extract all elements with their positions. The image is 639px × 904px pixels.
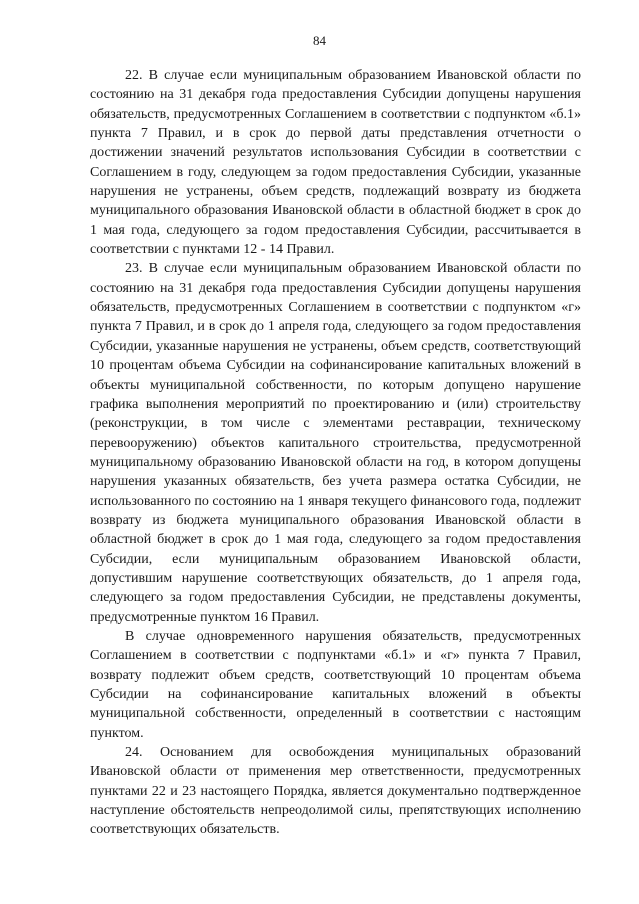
paragraph-23-simultaneous-violation: В случае одновременного нарушения обязательств, предусмотренных Соглашением в соответствии с подпунктами «б.1» и «г» пункта 7 Правил, возврату подлежит объем средств, соответствующий 10 процентам объема Субсидии на софинансирование капитальных вложений в объекты муниципальной собственности, определенный в соответствии с настоящим пунктом. <box>90 628 581 741</box>
page-number: 84 <box>313 33 326 48</box>
paragraph-23: 23. В случае если муниципальным образованием Ивановской области по состоянию на 31 декабря года предоставления Субсидии допущены нарушения обязательств, предусмотренных Соглашением в соответствии с подпунктом «г» пункта 7 Правил, и в срок до 1 апреля года, следующего за годом предоставления Субсидии, указанные нарушения не устранены, объем средств, соответствующий 10 процентам объема Субсидии на софинансирование капитальных вложений в объекты муниципальной собственности, по которым допущено нарушение графика выполнения мероприятий по проектированию и (или) строительству (реконструкции, в том числе с элементами реставрации, техническому перевооружению) объектов капитального строительства, предусмотренной муниципальному образованию Ивановской области на год, в котором допущены нарушения указанных обязательств, без учета размера остатка Субсидии, не использованного по состоянию на 1 января текущего финансового года, подлежит возврату из бюджета муниципального образования Ивановской области в областной бюджет в срок до 1 мая года, следующего за годом предоставления Субсидии, если муниципальным образованием Ивановской области, допустившим нарушение соответствующих обязательств, до 1 апреля года, следующего за годом предоставления Субсидии, не представлены документы, предусмотренные пунктом 16 Правил. <box>90 261 581 625</box>
paragraph-22: 22. В случае если муниципальным образованием Ивановской области по состоянию на 31 декабря года предоставления Субсидии допущены нарушения обязательств, предусмотренных Соглашением в соответствии с подпунктом «б.1» пункта 7 Правил, и в срок до первой даты представления отчетности о достижении значений результатов использования Субсидии в соответствии с Соглашением в году, следующем за годом предоставления Субсидии, указанные нарушения не устранены, объем средств, подлежащий возврату из бюджета муниципального образования Ивановской области в областной бюджет в срок до 1 мая года, следующего за годом предоставления Субсидии, рассчитывается в соответствии с пунктами 12 - 14 Правил. <box>90 68 581 258</box>
document-body <box>90 66 581 840</box>
paragraph-24: 24. Основанием для освобождения муниципальных образований Ивановской области от применения мер ответственности, предусмотренных пунктами 22 и 23 настоящего Порядка, является документально подтвержденное наступление обстоятельств непреодолимой силы, препятствующих исполнению соответствующих обязательств. <box>90 745 581 838</box>
